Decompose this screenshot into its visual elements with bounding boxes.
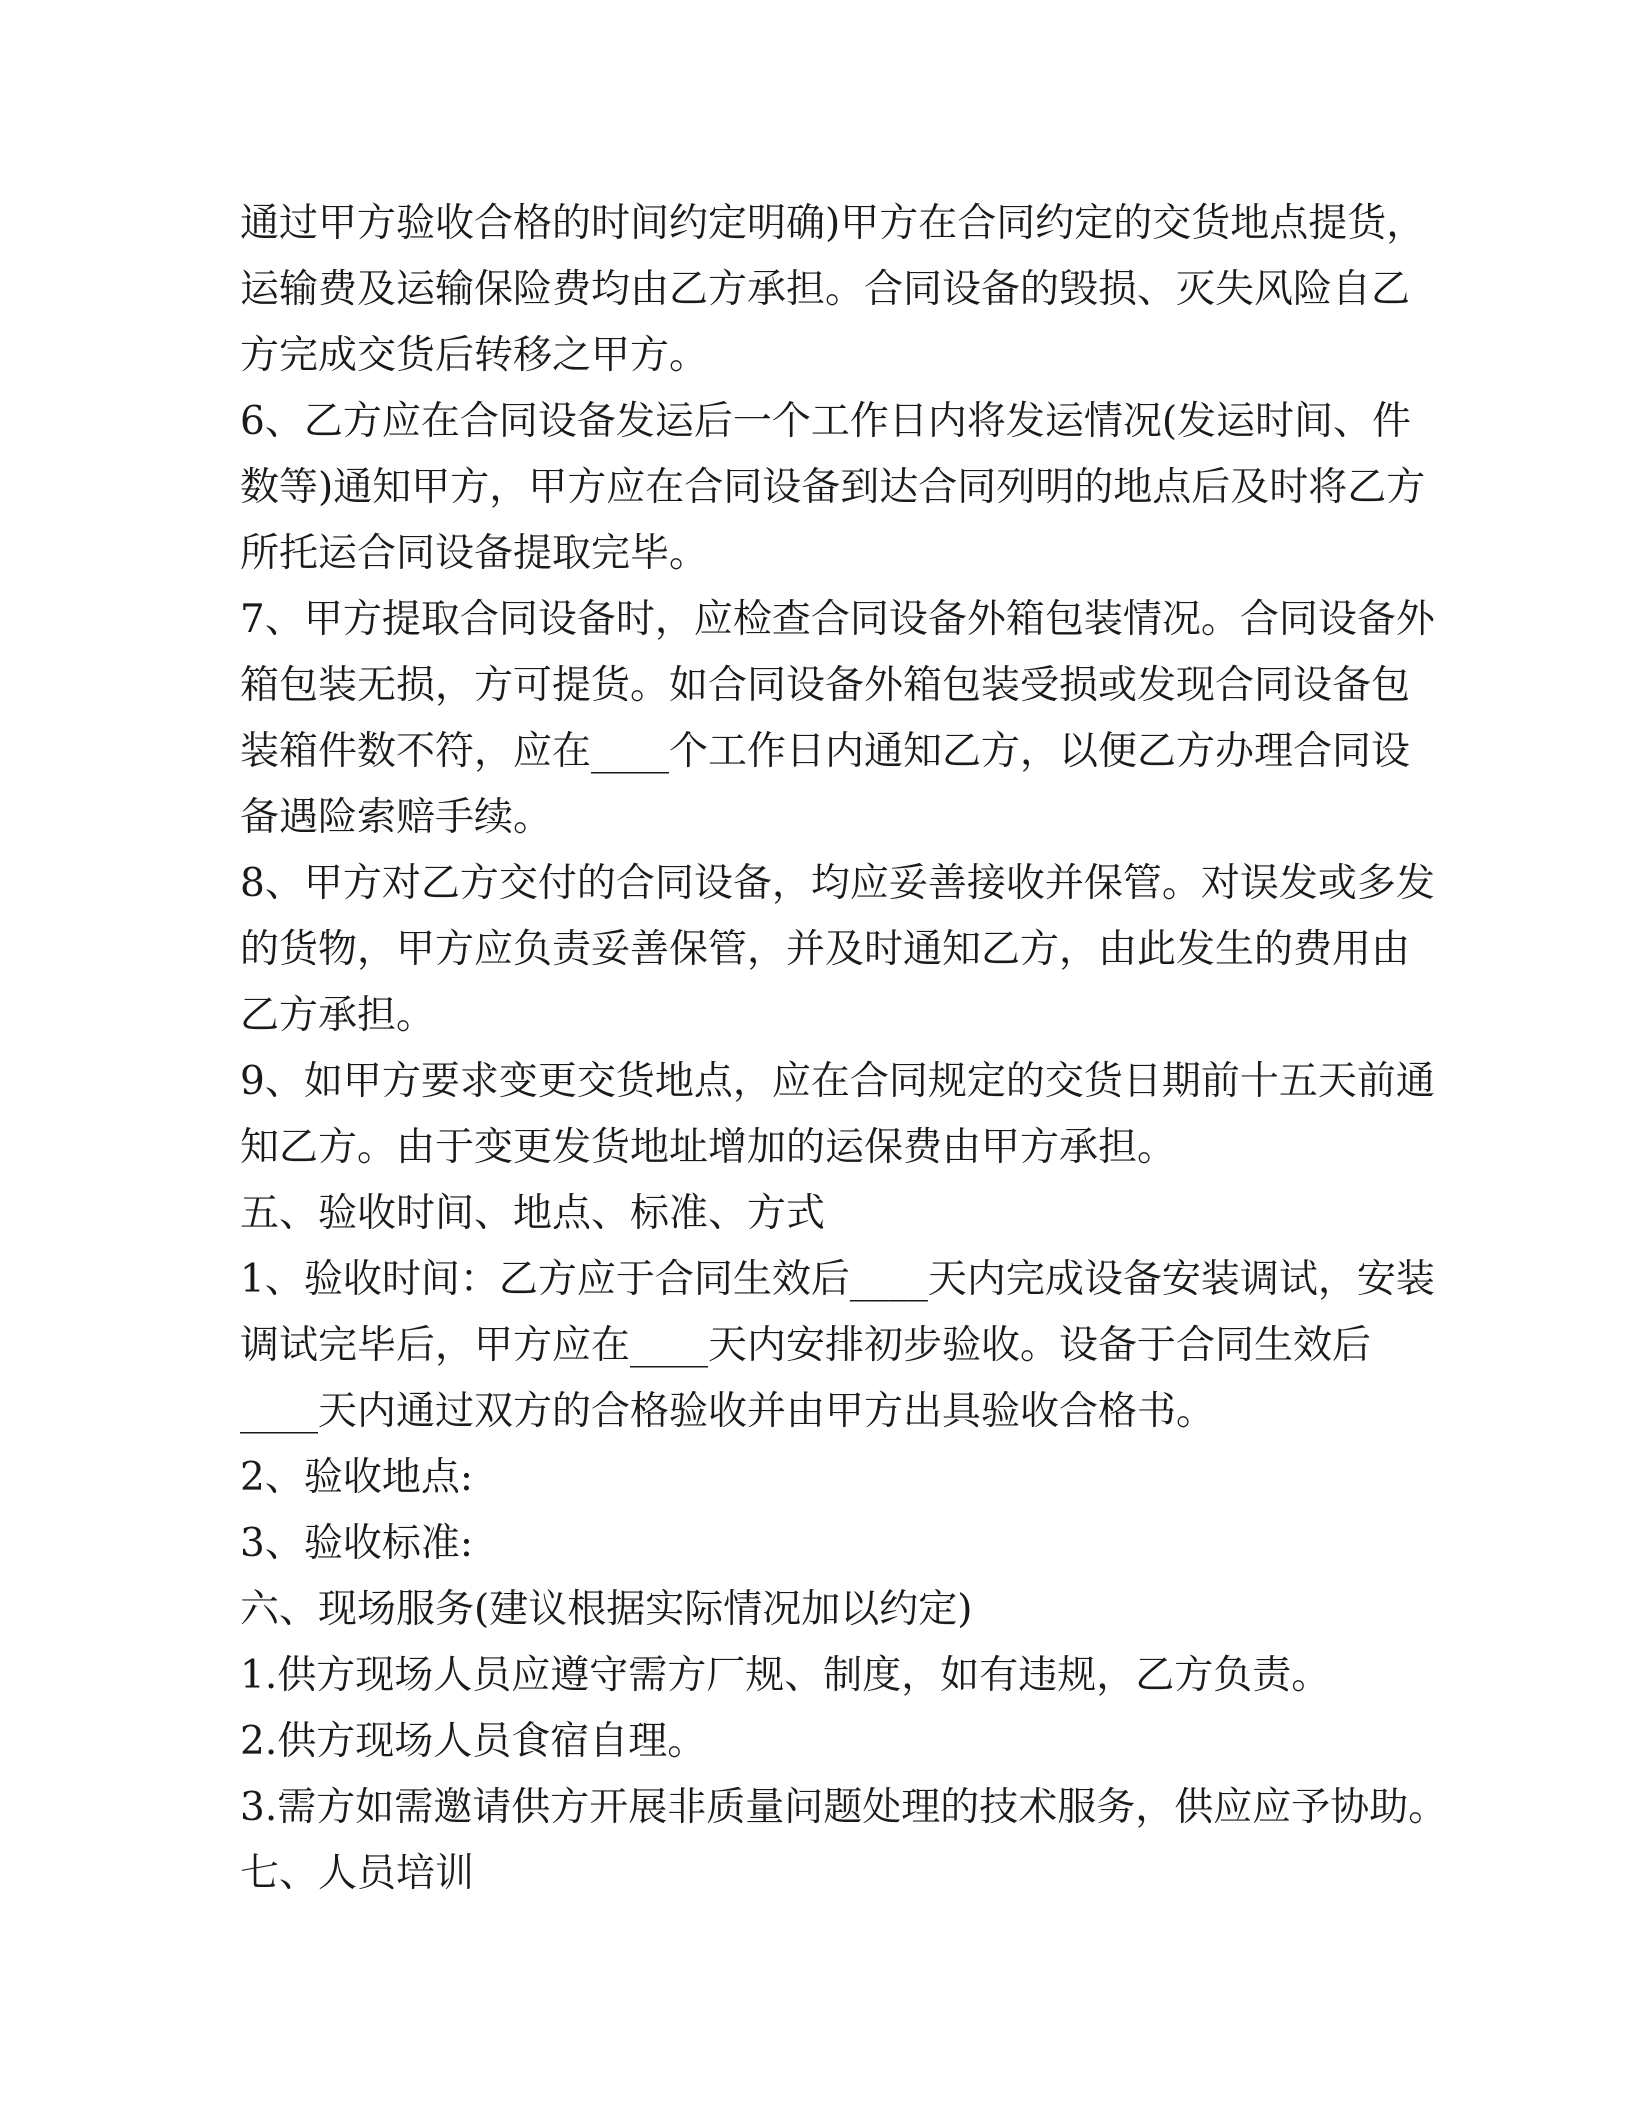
paragraph-line: 调试完毕后，甲方应在____天内安排初步验收。设备于合同生效后 bbox=[240, 1323, 1372, 1368]
paragraph-line: ____天内通过双方的合格验收并由甲方出具验收合格书。 bbox=[240, 1389, 1216, 1434]
paragraph-line: 知乙方。由于变更发货地址增加的运保费由甲方承担。 bbox=[240, 1125, 1177, 1170]
paragraph-line: 备遇险索赔手续。 bbox=[240, 795, 553, 840]
section-heading: 五、验收时间、地点、标准、方式 bbox=[240, 1191, 826, 1236]
paragraph-line: 2.供方现场人员食宿自理。 bbox=[240, 1719, 707, 1764]
paragraph-line: 乙方承担。 bbox=[240, 993, 436, 1038]
paragraph-line: 1、验收时间：乙方应于合同生效后____天内完成设备安装调试，安装 bbox=[240, 1257, 1435, 1302]
paragraph-line: 运输费及运输保险费均由乙方承担。合同设备的毁损、灭失风险自乙 bbox=[240, 267, 1411, 312]
paragraph-line: 方完成交货后转移之甲方。 bbox=[240, 333, 709, 378]
paragraph-line: 3、验收标准: bbox=[240, 1521, 473, 1566]
paragraph-line: 2、验收地点: bbox=[240, 1455, 473, 1500]
paragraph-line: 7、甲方提取合同设备时，应检查合同设备外箱包装情况。合同设备外 bbox=[240, 597, 1435, 642]
paragraph-line: 通过甲方验收合格的时间约定明确)甲方在合同约定的交货地点提货， bbox=[240, 201, 1426, 246]
paragraph-line: 数等)通知甲方，甲方应在合同设备到达合同列明的地点后及时将乙方 bbox=[240, 465, 1426, 510]
paragraph-line: 箱包装无损，方可提货。如合同设备外箱包装受损或发现合同设备包 bbox=[240, 663, 1411, 708]
paragraph-line: 9、如甲方要求变更交货地点，应在合同规定的交货日期前十五天前通 bbox=[240, 1059, 1435, 1104]
paragraph-line: 1.供方现场人员应遵守需方厂规、制度，如有违规，乙方负责。 bbox=[240, 1653, 1331, 1698]
paragraph-line: 8、甲方对乙方交付的合同设备，均应妥善接收并保管。对误发或多发 bbox=[240, 861, 1435, 906]
paragraph-line: 3.需方如需邀请供方开展非质量问题处理的技术服务，供应应予协助。 bbox=[240, 1785, 1448, 1830]
paragraph-line: 所托运合同设备提取完毕。 bbox=[240, 531, 709, 576]
section-heading: 七、人员培训 bbox=[240, 1851, 475, 1896]
section-heading: 六、现场服务(建议根据实际情况加以约定) bbox=[240, 1587, 973, 1632]
paragraph-line: 6、乙方应在合同设备发运后一个工作日内将发运情况(发运时间、件 bbox=[240, 399, 1412, 444]
paragraph-line: 装箱件数不符，应在____个工作日内通知乙方，以便乙方办理合同设 bbox=[240, 729, 1411, 774]
paragraph-line: 的货物，甲方应负责妥善保管，并及时通知乙方，由此发生的费用由 bbox=[240, 927, 1411, 972]
